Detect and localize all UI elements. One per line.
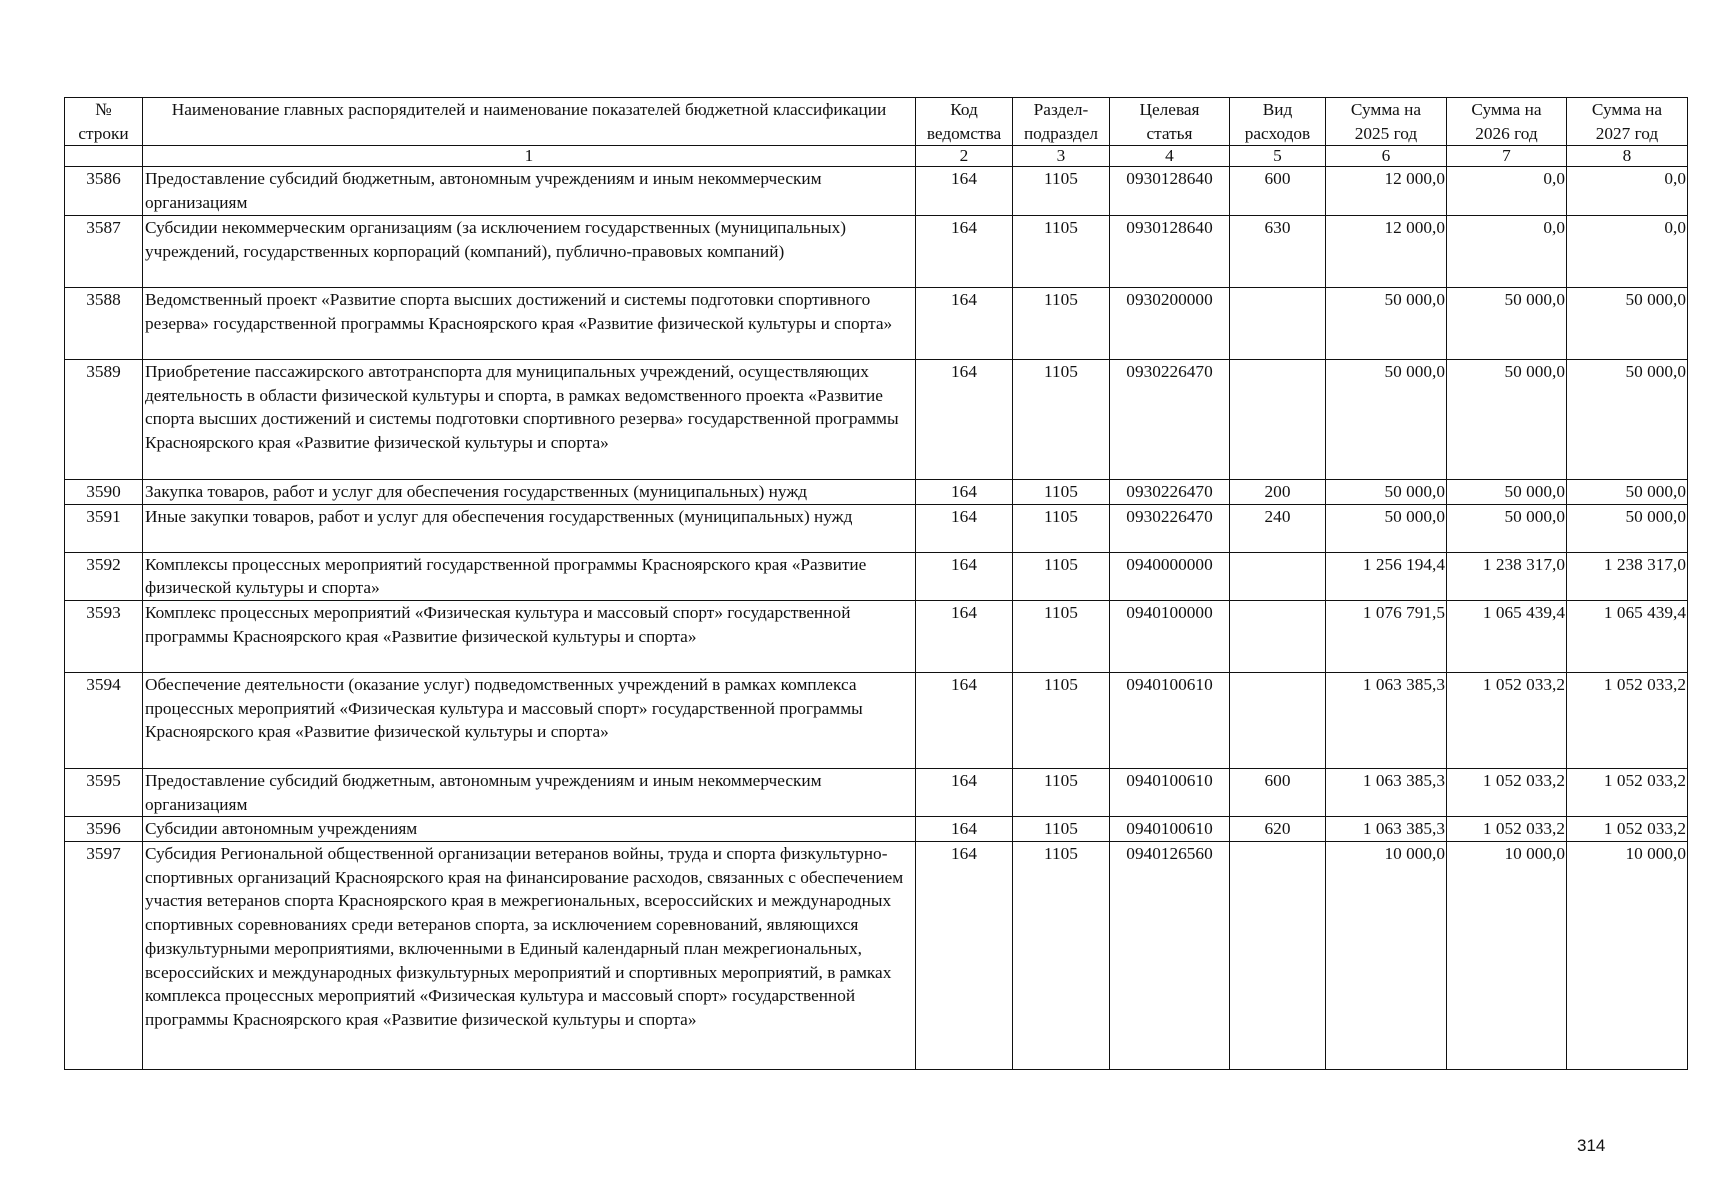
sum-2025: 50 000,0 xyxy=(1326,504,1447,552)
sum-2026: 0,0 xyxy=(1447,167,1567,215)
target-article: 0940100000 xyxy=(1110,600,1230,672)
department-code: 164 xyxy=(916,504,1013,552)
row-name: Субсидия Региональной общественной организации ветеранов войны, труда и спорта физкультурно-спортивных организаций Красноярского края на финансирование расходов, связанных с обеспечением участия ветеранов спорта Красноярского края в межрегиональных, всероссийских и международных спортивных соревнованиях среди ветеранов спорта, за исключением соревнований, являющихся физкультурными мероприятиями, включенными в Единый календарный план межрегиональных, всероссийских и международных физкультурных мероприятий и спортивных мероприятий, в рамках комплекса процессных мероприятий «Физическая культура и массовый спорт» государственной программы Красноярского края «Развитие физической культуры и спорта» xyxy=(143,842,916,1070)
expense-type: 200 xyxy=(1230,479,1326,504)
header-sum-2027: Сумма на 2027 год xyxy=(1567,98,1688,146)
section-code: 1105 xyxy=(1013,215,1110,287)
sum-2027: 50 000,0 xyxy=(1567,359,1688,479)
department-code: 164 xyxy=(916,552,1013,600)
table-row xyxy=(65,167,1688,215)
sum-2026: 50 000,0 xyxy=(1447,359,1567,479)
sum-2025: 10 000,0 xyxy=(1326,842,1447,1070)
section-code: 1105 xyxy=(1013,167,1110,215)
expense-type xyxy=(1230,359,1326,479)
target-article: 0940000000 xyxy=(1110,552,1230,600)
column-number-row xyxy=(65,146,1688,167)
row-name: Приобретение пассажирского автотранспорта для муниципальных учреждений, осуществляющих деятельность в области физической культуры и спорта, в рамках ведомственного проекта «Развитие спорта высших достижений и системы подготовки спортивного резерва» государственной программы Красноярского края «Развитие физической культуры и спорта» xyxy=(143,359,916,479)
sum-2027: 50 000,0 xyxy=(1567,504,1688,552)
section-code: 1105 xyxy=(1013,817,1110,842)
sum-2027: 1 065 439,4 xyxy=(1567,600,1688,672)
section-code: 1105 xyxy=(1013,359,1110,479)
section-code: 1105 xyxy=(1013,552,1110,600)
table-row xyxy=(65,287,1688,359)
section-code: 1105 xyxy=(1013,600,1110,672)
table-row xyxy=(65,842,1688,1070)
sum-2027: 10 000,0 xyxy=(1567,842,1688,1070)
header-sum-2026: Сумма на 2026 год xyxy=(1447,98,1567,146)
sum-2026: 1 052 033,2 xyxy=(1447,768,1567,816)
expense-type xyxy=(1230,600,1326,672)
row-name: Комплекс процессных мероприятий «Физическая культура и массовый спорт» государственной программы Красноярского края «Развитие физической культуры и спорта» xyxy=(143,600,916,672)
expense-type: 600 xyxy=(1230,768,1326,816)
sum-2026: 1 052 033,2 xyxy=(1447,817,1567,842)
department-code: 164 xyxy=(916,768,1013,816)
header-row xyxy=(65,98,1688,146)
expense-type: 240 xyxy=(1230,504,1326,552)
row-number: 3590 xyxy=(65,479,143,504)
table-row xyxy=(65,817,1688,842)
sum-2026: 50 000,0 xyxy=(1447,504,1567,552)
sum-2027: 0,0 xyxy=(1567,167,1688,215)
sum-2025: 1 063 385,3 xyxy=(1326,817,1447,842)
header-name: Наименование главных распорядителей и наименование показателей бюджетной классификации xyxy=(143,98,916,146)
section-code: 1105 xyxy=(1013,504,1110,552)
sum-2025: 1 063 385,3 xyxy=(1326,768,1447,816)
department-code: 164 xyxy=(916,359,1013,479)
sum-2025: 12 000,0 xyxy=(1326,167,1447,215)
target-article: 0930200000 xyxy=(1110,287,1230,359)
header-target-article: Целевая статья xyxy=(1110,98,1230,146)
row-number: 3592 xyxy=(65,552,143,600)
department-code: 164 xyxy=(916,215,1013,287)
row-name: Закупка товаров, работ и услуг для обеспечения государственных (муниципальных) нужд xyxy=(143,479,916,504)
row-name: Предоставление субсидий бюджетным, автономным учреждениям и иным некоммерческим организациям xyxy=(143,167,916,215)
target-article: 0940100610 xyxy=(1110,672,1230,768)
sum-2027: 50 000,0 xyxy=(1567,287,1688,359)
column-number: 6 xyxy=(1326,146,1447,167)
table-row xyxy=(65,768,1688,816)
section-code: 1105 xyxy=(1013,672,1110,768)
sum-2025: 1 063 385,3 xyxy=(1326,672,1447,768)
row-name: Субсидии автономным учреждениям xyxy=(143,817,916,842)
table-row xyxy=(65,600,1688,672)
department-code: 164 xyxy=(916,479,1013,504)
sum-2027: 1 052 033,2 xyxy=(1567,672,1688,768)
sum-2026: 50 000,0 xyxy=(1447,287,1567,359)
sum-2026: 50 000,0 xyxy=(1447,479,1567,504)
sum-2026: 1 238 317,0 xyxy=(1447,552,1567,600)
sum-2025: 12 000,0 xyxy=(1326,215,1447,287)
section-code: 1105 xyxy=(1013,768,1110,816)
column-number xyxy=(65,146,143,167)
row-number: 3587 xyxy=(65,215,143,287)
target-article: 0930226470 xyxy=(1110,479,1230,504)
sum-2025: 50 000,0 xyxy=(1326,479,1447,504)
row-name: Обеспечение деятельности (оказание услуг) подведомственных учреждений в рамках комплекса процессных мероприятий «Физическая культура и массовый спорт» государственной программы Красноярского края «Развитие физической культуры и спорта» xyxy=(143,672,916,768)
row-number: 3596 xyxy=(65,817,143,842)
expense-type: 620 xyxy=(1230,817,1326,842)
expense-type: 630 xyxy=(1230,215,1326,287)
target-article: 0930226470 xyxy=(1110,504,1230,552)
expense-type xyxy=(1230,552,1326,600)
department-code: 164 xyxy=(916,167,1013,215)
row-name: Субсидии некоммерческим организациям (за исключением государственных (муниципальных) учреждений, государственных корпораций (компаний), публично-правовых компаний) xyxy=(143,215,916,287)
row-number: 3597 xyxy=(65,842,143,1070)
page-number: 314 xyxy=(1577,1136,1606,1155)
department-code: 164 xyxy=(916,842,1013,1070)
target-article: 0930128640 xyxy=(1110,215,1230,287)
column-number: 3 xyxy=(1013,146,1110,167)
sum-2025: 1 076 791,5 xyxy=(1326,600,1447,672)
sum-2026: 1 065 439,4 xyxy=(1447,600,1567,672)
row-name: Ведомственный проект «Развитие спорта высших достижений и системы подготовки спортивного резерва» государственной программы Красноярского края «Развитие физической культуры и спорта» xyxy=(143,287,916,359)
department-code: 164 xyxy=(916,672,1013,768)
target-article: 0940100610 xyxy=(1110,768,1230,816)
target-article: 0930226470 xyxy=(1110,359,1230,479)
target-article: 0940126560 xyxy=(1110,842,1230,1070)
section-code: 1105 xyxy=(1013,479,1110,504)
header-row-number: № строки xyxy=(65,98,143,146)
column-number: 5 xyxy=(1230,146,1326,167)
row-name: Иные закупки товаров, работ и услуг для обеспечения государственных (муниципальных) нужд xyxy=(143,504,916,552)
header-section: Раздел- подраздел xyxy=(1013,98,1110,146)
expense-type xyxy=(1230,842,1326,1070)
sum-2027: 1 052 033,2 xyxy=(1567,768,1688,816)
target-article: 0930128640 xyxy=(1110,167,1230,215)
row-number: 3591 xyxy=(65,504,143,552)
expense-type xyxy=(1230,672,1326,768)
section-code: 1105 xyxy=(1013,287,1110,359)
header-department-code: Код ведомства xyxy=(916,98,1013,146)
table-row xyxy=(65,359,1688,479)
sum-2025: 50 000,0 xyxy=(1326,359,1447,479)
sum-2026: 1 052 033,2 xyxy=(1447,672,1567,768)
sum-2026: 10 000,0 xyxy=(1447,842,1567,1070)
target-article: 0940100610 xyxy=(1110,817,1230,842)
column-number: 1 xyxy=(143,146,916,167)
department-code: 164 xyxy=(916,817,1013,842)
department-code: 164 xyxy=(916,600,1013,672)
section-code: 1105 xyxy=(1013,842,1110,1070)
row-name: Комплексы процессных мероприятий государственной программы Красноярского края «Развитие физической культуры и спорта» xyxy=(143,552,916,600)
row-name: Предоставление субсидий бюджетным, автономным учреждениям и иным некоммерческим организациям xyxy=(143,768,916,816)
table-row xyxy=(65,552,1688,600)
expense-type xyxy=(1230,287,1326,359)
row-number: 3588 xyxy=(65,287,143,359)
sum-2027: 50 000,0 xyxy=(1567,479,1688,504)
column-number: 7 xyxy=(1447,146,1567,167)
header-expense-type: Вид расходов xyxy=(1230,98,1326,146)
budget-table xyxy=(64,97,1688,1070)
sum-2025: 1 256 194,4 xyxy=(1326,552,1447,600)
expense-type: 600 xyxy=(1230,167,1326,215)
column-number: 8 xyxy=(1567,146,1688,167)
column-number: 2 xyxy=(916,146,1013,167)
row-number: 3594 xyxy=(65,672,143,768)
sum-2025: 50 000,0 xyxy=(1326,287,1447,359)
sum-2027: 1 238 317,0 xyxy=(1567,552,1688,600)
table-row xyxy=(65,215,1688,287)
table-row xyxy=(65,504,1688,552)
table-row xyxy=(65,479,1688,504)
table-row xyxy=(65,672,1688,768)
sum-2027: 0,0 xyxy=(1567,215,1688,287)
department-code: 164 xyxy=(916,287,1013,359)
header-sum-2025: Сумма на 2025 год xyxy=(1326,98,1447,146)
row-number: 3595 xyxy=(65,768,143,816)
row-number: 3593 xyxy=(65,600,143,672)
sum-2027: 1 052 033,2 xyxy=(1567,817,1688,842)
column-number: 4 xyxy=(1110,146,1230,167)
sum-2026: 0,0 xyxy=(1447,215,1567,287)
row-number: 3586 xyxy=(65,167,143,215)
row-number: 3589 xyxy=(65,359,143,479)
